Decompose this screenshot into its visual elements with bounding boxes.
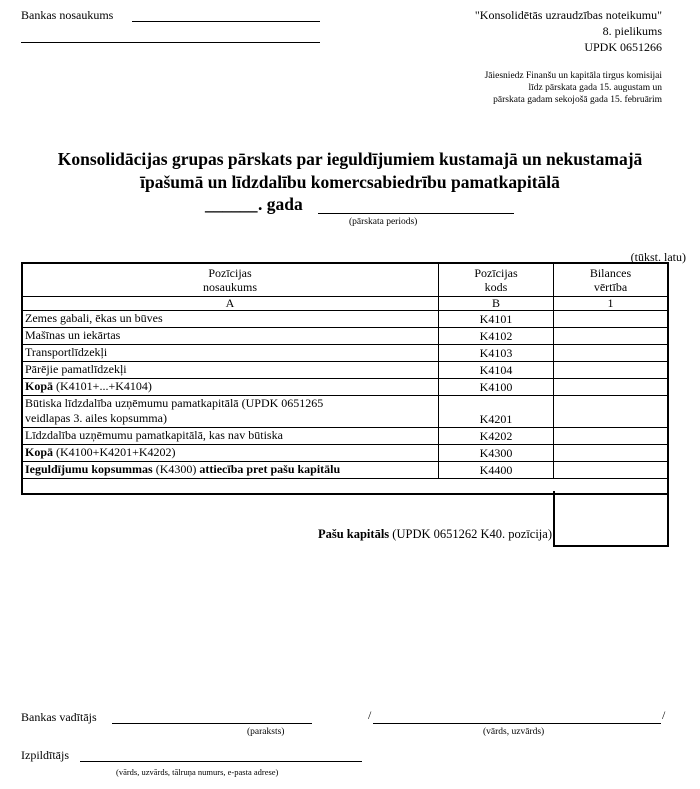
own-capital-label bbox=[318, 527, 552, 542]
table-row bbox=[22, 362, 668, 379]
table-row bbox=[22, 328, 668, 345]
header-position-code bbox=[439, 263, 554, 297]
row-name-line-2: veidlapas 3. ailes kopsumma) bbox=[25, 411, 167, 425]
column-letter-row bbox=[22, 297, 668, 311]
row-code: K4201 bbox=[439, 396, 554, 428]
table-row bbox=[22, 428, 668, 445]
submission-note-1: Jāiesniedz Finanšu un kapitāla tirgus komisijai bbox=[484, 71, 662, 81]
row-name-bold: Kopā bbox=[25, 379, 54, 393]
row-name-rest: (K4300) bbox=[152, 462, 200, 476]
year-suffix: . gada bbox=[258, 194, 303, 214]
row-value-cell[interactable] bbox=[554, 328, 668, 345]
col-letter-c: 1 bbox=[554, 297, 668, 311]
row-name-rest: (K4100+K4201+K4202) bbox=[53, 445, 176, 459]
row-name bbox=[22, 396, 439, 428]
row-name-bold-2: attiecība pret pašu kapitālu bbox=[199, 462, 341, 476]
row-code: K4101 bbox=[439, 311, 554, 328]
row-code: K4104 bbox=[439, 362, 554, 379]
regulation-title: "Konsolidētās uzraudzības noteikumu" bbox=[474, 8, 662, 22]
row-value-cell[interactable] bbox=[554, 379, 668, 396]
row-name: Pārējie pamatlīdzekļi bbox=[22, 362, 439, 379]
row-value-cell[interactable] bbox=[554, 396, 668, 428]
col-letter-b: B bbox=[439, 297, 554, 311]
header-a-line-2: nosaukums bbox=[203, 280, 257, 294]
report-title-line-2: īpašumā un līdzdalību komercsabiedrību pamatkapitālā bbox=[140, 172, 560, 192]
row-code: K4100 bbox=[439, 379, 554, 396]
row-name: Zemes gabali, ēkas un būves bbox=[22, 311, 439, 328]
investments-table bbox=[21, 262, 668, 479]
row-code: K4300 bbox=[439, 445, 554, 462]
table-row bbox=[22, 445, 668, 462]
name-line[interactable] bbox=[373, 723, 661, 724]
signature-line[interactable] bbox=[112, 723, 312, 724]
own-capital-label-bold: Pašu kapitāls bbox=[317, 527, 390, 541]
header-c-line-1: Bilances bbox=[589, 266, 632, 280]
row-value-cell[interactable] bbox=[554, 311, 668, 328]
bank-name-label: Bankas nosaukums bbox=[21, 8, 114, 22]
row-code: K4103 bbox=[439, 345, 554, 362]
signature-note: (paraksts) bbox=[247, 727, 285, 737]
row-name bbox=[22, 462, 439, 479]
name-note: (vārds, uzvārds) bbox=[483, 727, 545, 737]
row-name: Transportlīdzekļi bbox=[22, 345, 439, 362]
row-name-line-1: Būtiska līdzdalība uzņēmumu pamatkapitālā (UPDK 0651265 bbox=[25, 396, 324, 410]
executor-line[interactable] bbox=[80, 761, 362, 762]
table-row bbox=[22, 462, 668, 479]
row-name: Mašīnas un iekārtas bbox=[22, 328, 439, 345]
header-balance-value bbox=[554, 263, 668, 297]
row-value-cell[interactable] bbox=[554, 445, 668, 462]
row-name bbox=[22, 445, 439, 462]
header-position-name bbox=[22, 263, 439, 297]
table-header-row bbox=[22, 263, 668, 297]
row-name bbox=[22, 379, 439, 396]
row-name: Līdzdalība uzņēmumu pamatkapitālā, kas nav būtiska bbox=[22, 428, 439, 445]
table-row bbox=[22, 311, 668, 328]
row-name-bold: Kopā bbox=[25, 445, 54, 459]
bank-name-line-1[interactable] bbox=[132, 21, 320, 22]
row-value-cell[interactable] bbox=[554, 462, 668, 479]
row-name-rest: (K4101+...+K4104) bbox=[53, 379, 152, 393]
table-row bbox=[22, 396, 668, 428]
submission-note-2: līdz pārskata gada 15. augustam un bbox=[528, 83, 662, 93]
year-blank[interactable]: ______ bbox=[205, 194, 258, 214]
row-value-cell[interactable] bbox=[554, 345, 668, 362]
units-label: (tūkst. latu) bbox=[630, 250, 686, 264]
col-letter-a: A bbox=[22, 297, 439, 311]
executor-label: Izpildītājs bbox=[21, 748, 69, 762]
row-name-bold: Ieguldījumu kopsummas bbox=[25, 462, 153, 476]
period-line[interactable] bbox=[318, 213, 514, 214]
slash-right: / bbox=[662, 708, 666, 722]
row-code: K4202 bbox=[439, 428, 554, 445]
row-code: K4102 bbox=[439, 328, 554, 345]
bank-head-label: Bankas vadītājs bbox=[21, 710, 97, 724]
row-value-cell[interactable] bbox=[554, 428, 668, 445]
row-value-cell[interactable] bbox=[554, 362, 668, 379]
header-b-line-2: kods bbox=[484, 280, 508, 294]
header-b-line-1: Pozīcijas bbox=[474, 266, 518, 280]
row-code: K4400 bbox=[439, 462, 554, 479]
submission-note-3: pārskata gadam sekojošā gada 15. februārim bbox=[493, 95, 662, 105]
header-c-line-2: vērtība bbox=[593, 280, 628, 294]
own-capital-value-box[interactable] bbox=[553, 491, 669, 547]
executor-note: (vārds, uzvārds, tālruņa numurs, e-pasta adrese) bbox=[116, 767, 279, 777]
form-code: UPDK 0651266 bbox=[584, 40, 662, 54]
own-capital-label-rest: (UPDK 0651262 K40. pozīcija) bbox=[389, 527, 552, 541]
table-row bbox=[22, 379, 668, 396]
slash-left: / bbox=[368, 708, 372, 722]
table-row bbox=[22, 345, 668, 362]
report-title-line-1: Konsolidācijas grupas pārskats par ieguldījumiem kustamajā un nekustamajā bbox=[57, 149, 643, 169]
bank-name-line-2[interactable] bbox=[21, 42, 320, 43]
period-note: (pārskata periods) bbox=[349, 217, 418, 227]
annex-number: 8. pielikums bbox=[602, 24, 662, 38]
header-a-line-1: Pozīcijas bbox=[208, 266, 252, 280]
